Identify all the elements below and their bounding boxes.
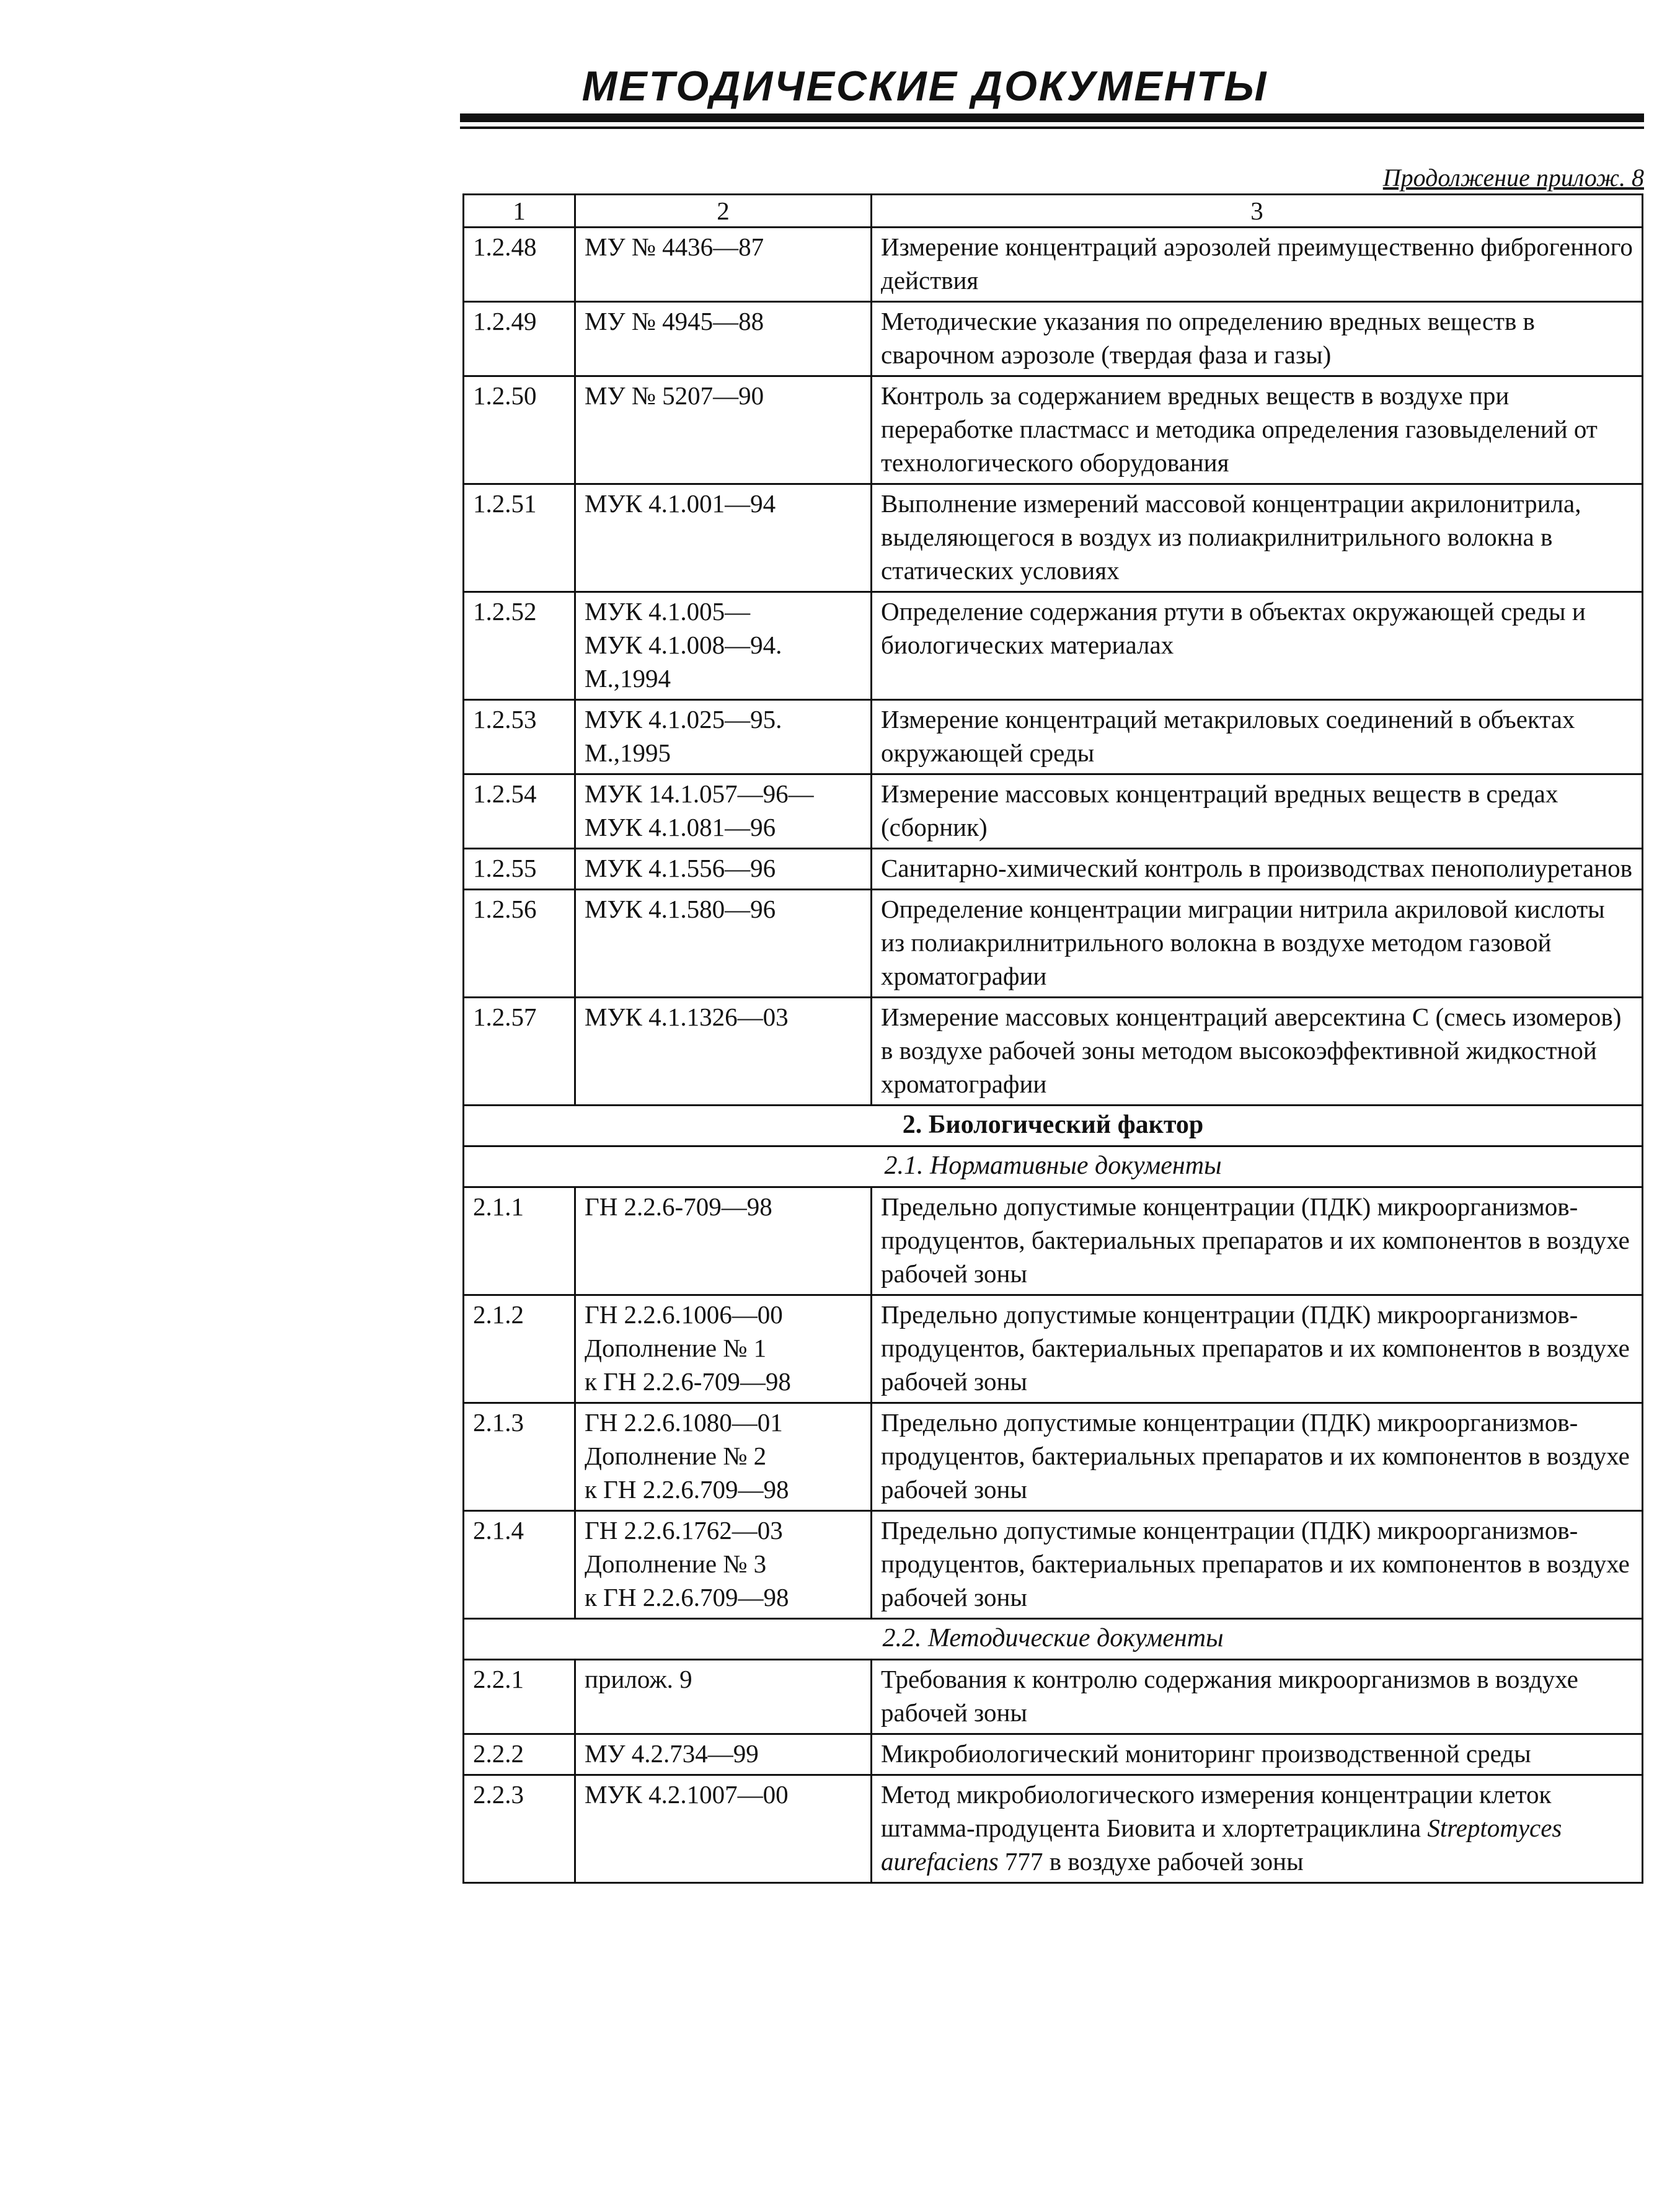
row-number: 2.1.3 [464,1403,575,1511]
document-code: прилож. 9 [575,1660,872,1734]
document-code: МУК 14.1.057—96— МУК 4.1.081—96 [575,774,872,849]
row-number: 1.2.56 [464,890,575,998]
table-row [464,998,1643,1106]
row-number: 1.2.52 [464,592,575,700]
document-title: Микробиологический мониторинг производственной среды [872,1734,1643,1775]
document-title: Определение содержания ртути в объектах окружающей среды и биологических материалах [872,592,1643,700]
document-title: Измерение массовых концентраций аверсектина С (смесь изомеров) в воздухе рабочей зоны методом высокоэффективной жидкостной хроматографии [872,998,1643,1106]
table-row [464,700,1643,774]
table-row [464,228,1643,302]
table-row [464,849,1643,890]
document-title: Определение концентрации миграции нитрила акриловой кислоты из полиакрилнитрильного волокна в воздухе методом газовой хроматографии [872,890,1643,998]
table-row [464,302,1643,376]
document-title: Предельно допустимые концентрации (ПДК) микроорганизмов-продуцентов, бактериальных препаратов и их компонентов в воздухе рабочей зоны [872,1511,1643,1619]
table-row [464,1403,1643,1511]
document-code: ГН 2.2.6.1006—00 Дополнение № 1 к ГН 2.2.6-709—98 [575,1295,872,1403]
row-number: 2.1.1 [464,1187,575,1295]
table-row [464,1775,1643,1883]
document-code: ГН 2.2.6.1762—03 Дополнение № 3 к ГН 2.2.6.709—98 [575,1511,872,1619]
rows-part1 [464,228,1643,1106]
document-code: МУК 4.1.005— МУК 4.1.008—94. М.,1994 [575,592,872,700]
page-header-title: МЕТОДИЧЕСКИЕ ДОКУМЕНТЫ [581,63,1268,110]
column-number-1: 1 [464,195,575,228]
header-rule-thick [460,113,1644,122]
document-title: Выполнение измерений массовой концентрации акрилонитрила, выделяющегося в воздух из полиакрилнитрильного волокна в статических условиях [872,484,1643,592]
document-title: Санитарно-химический контроль в производствах пенополиуретанов [872,849,1643,890]
column-number-row [464,195,1643,228]
row-number: 2.1.2 [464,1295,575,1403]
subsection-title-normative: 2.1. Нормативные документы [464,1146,1643,1187]
row-number: 1.2.50 [464,376,575,484]
header-rule-thin [460,126,1644,129]
document-title: Методические указания по определению вредных веществ в сварочном аэрозоле (твердая фаза и газы) [872,302,1643,376]
document-title [872,1775,1643,1883]
document-title: Предельно допустимые концентрации (ПДК) микроорганизмов-продуцентов, бактериальных препаратов и их компонентов в воздухе рабочей зоны [872,1295,1643,1403]
table-row [464,484,1643,592]
document-code: МУК 4.1.1326—03 [575,998,872,1106]
document-title-part: 777 в воздухе рабочей зоны [1005,1847,1304,1876]
row-number: 1.2.48 [464,228,575,302]
document-title: Измерение концентраций метакриловых соединений в объектах окружающей среды [872,700,1643,774]
continuation-note: Продолжение прилож. 8 [1382,164,1644,192]
row-number: 2.2.1 [464,1660,575,1734]
row-number: 1.2.55 [464,849,575,890]
document-code: МУК 4.1.025—95. М.,1995 [575,700,872,774]
row-number: 1.2.49 [464,302,575,376]
table-row [464,1295,1643,1403]
row-number: 1.2.51 [464,484,575,592]
row-number: 2.2.2 [464,1734,575,1775]
document-code: МУ № 4945—88 [575,302,872,376]
documents-table [462,193,1643,1884]
table-row [464,890,1643,998]
document-code: ГН 2.2.6-709—98 [575,1187,872,1295]
column-number-3: 3 [872,195,1643,228]
subsection-row [464,1619,1643,1660]
row-number: 1.2.54 [464,774,575,849]
document-title: Предельно допустимые концентрации (ПДК) микроорганизмов-продуцентов, бактериальных препаратов и их компонентов в воздухе рабочей зоны [872,1403,1643,1511]
document-code: МУ № 5207—90 [575,376,872,484]
row-number: 1.2.53 [464,700,575,774]
table-row [464,1660,1643,1734]
document-title: Предельно допустимые концентрации (ПДК) микроорганизмов-продуцентов, бактериальных препаратов и их компонентов в воздухе рабочей зоны [872,1187,1643,1295]
row-number: 2.2.3 [464,1775,575,1883]
row-number: 2.1.4 [464,1511,575,1619]
document-code: МУК 4.1.001—94 [575,484,872,592]
table-row [464,376,1643,484]
rows-methodical [464,1660,1643,1883]
document-title-part: Метод микробиологического измерения концентрации клеток штамма-продуцента Биовита и хлортетрациклина [881,1780,1552,1842]
document-code: ГН 2.2.6.1080—01 Дополнение № 2 к ГН 2.2.6.709—98 [575,1403,872,1511]
table-row [464,774,1643,849]
subsection-row [464,1146,1643,1187]
rows-normative [464,1187,1643,1619]
column-number-2: 2 [575,195,872,228]
document-title: Контроль за содержанием вредных веществ в воздухе при переработке пластмасс и методика определения газовыделений от технологического оборудования [872,376,1643,484]
row-number: 1.2.57 [464,998,575,1106]
table-row [464,1187,1643,1295]
table-row [464,1511,1643,1619]
document-code: МУ № 4436—87 [575,228,872,302]
section-title: 2. Биологический фактор [464,1106,1643,1146]
document-title: Измерение концентраций аэрозолей преимущественно фиброгенного действия [872,228,1643,302]
document-code: МУК 4.2.1007—00 [575,1775,872,1883]
document-code: МУК 4.1.556—96 [575,849,872,890]
table-row [464,592,1643,700]
document-code: МУ 4.2.734—99 [575,1734,872,1775]
table-row [464,1734,1643,1775]
subsection-title-methodical: 2.2. Методические документы [464,1619,1643,1660]
document-title: Требования к контролю содержания микроорганизмов в воздухе рабочей зоны [872,1660,1643,1734]
section-row [464,1106,1643,1146]
document-code: МУК 4.1.580—96 [575,890,872,998]
document-title: Измерение массовых концентраций вредных веществ в средах (сборник) [872,774,1643,849]
species-name: Streptomyces aurefaciens [881,1814,1562,1876]
